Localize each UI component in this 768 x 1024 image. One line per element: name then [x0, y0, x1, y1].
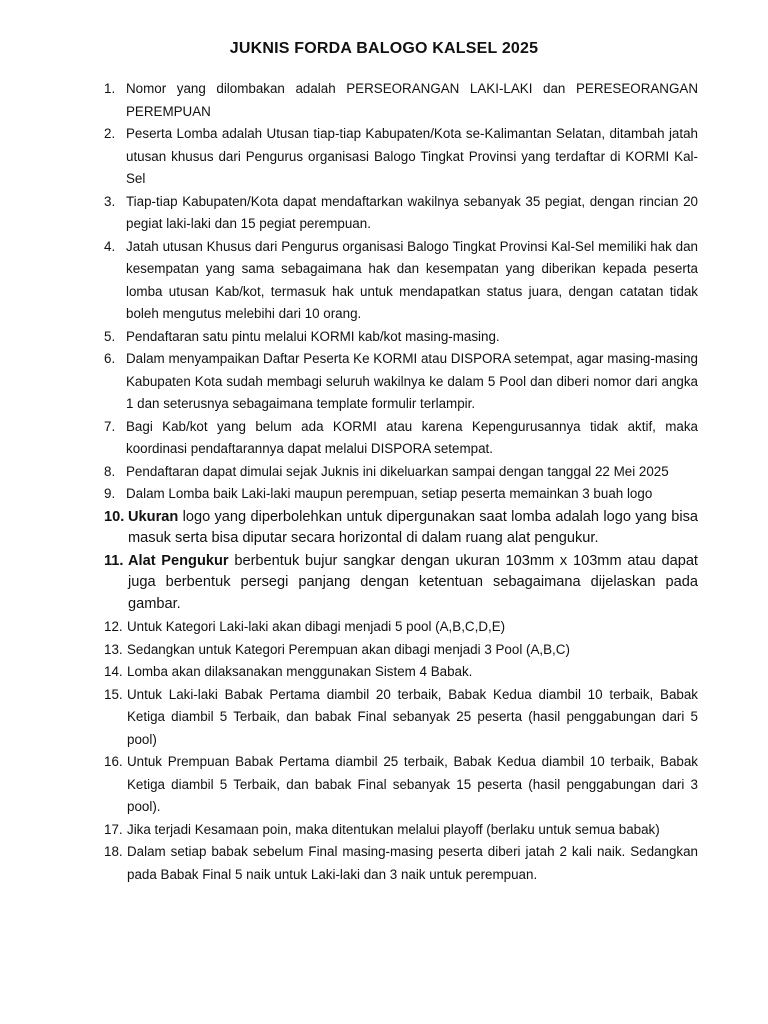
item-lead: Alat Pengukur — [128, 552, 229, 569]
item-number: 8. — [104, 463, 116, 479]
item-number: 11. — [104, 552, 124, 569]
item-number: 5. — [104, 328, 116, 344]
item-number: 18. — [104, 844, 123, 859]
list-item — [104, 551, 698, 616]
list-item — [104, 751, 698, 819]
item-number: 15. — [104, 686, 123, 702]
list-item — [104, 326, 698, 349]
item-number: 2. — [104, 126, 116, 141]
item-number: 6. — [104, 351, 116, 366]
list-item — [104, 348, 698, 416]
list-item — [104, 661, 698, 684]
item-text: Jatah utusan Khusus dari Pengurus organisasi Balogo Tingkat Provinsi Kal-Sel memiliki hak dan kesempatan yang sama sebagaimana hak dan kesempatan yang diberikan kepada peserta lomba utusan Kab/kot, termasuk hak untuk mendapatkan status juara, dengan catatan tidak boleh mengutus melebihi dari 10 orang. — [126, 238, 698, 321]
item-number: 4. — [104, 238, 116, 254]
item-text: Nomor yang dilombakan adalah PERSEORANGAN LAKI-LAKI dan PERESEORANGAN PEREMPUAN — [126, 81, 698, 119]
list-item — [104, 123, 698, 191]
item-number: 12. — [104, 619, 123, 634]
item-text: Sedangkan untuk Kategori Perempuan akan dibagi menjadi 3 Pool (A,B,C) — [127, 641, 570, 657]
list-item — [104, 78, 698, 123]
list-item — [104, 416, 698, 461]
item-text: Dalam Lomba baik Laki-laki maupun perempuan, setiap peserta memainkan 3 buah logo — [126, 486, 653, 501]
item-number: 14. — [104, 664, 123, 679]
item-text: Untuk Prempuan Babak Pertama diambil 25 terbaik, Babak Kedua diambil 10 terbaik, Babak Ketiga diambil 5 Terbaik, dan babak Final sebanyak 15 peserta (hasil penggabungan dari 3 pool). — [127, 754, 698, 814]
item-number: 17. — [104, 821, 123, 837]
rules-list — [104, 78, 698, 886]
list-item — [104, 616, 698, 639]
item-text: Peserta Lomba adalah Utusan tiap-tiap Kabupaten/Kota se-Kalimantan Selatan, ditambah jatah utusan khusus dari Pengurus organisasi Balogo Tingkat Provinsi yang terdaftar di KORMI Kal-Sel — [126, 126, 698, 186]
item-number: 7. — [104, 418, 116, 434]
item-text: Untuk Laki-laki Babak Pertama diambil 20 terbaik, Babak Kedua diambil 10 terbaik, Babak Ketiga diambil 5 Terbaik, dan babak Final sebanyak 25 peserta (hasil penggabungan dari 5 pool) — [127, 686, 698, 747]
list-item — [104, 841, 698, 886]
item-text: berbentuk bujur sangkar dengan ukuran 103mm x 103mm atau dapat juga berbentuk persegi panjang dengan ketentuan sebagaimana dijelaskan pada gambar. — [128, 552, 698, 612]
item-text: Dalam setiap babak sebelum Final masing-masing peserta diberi jatah 2 kali naik. Sedangkan pada Babak Final 5 naik untuk Laki-laki dan 3 naik untuk perempuan. — [127, 844, 698, 882]
list-item — [104, 191, 698, 236]
item-number: 10. — [104, 508, 125, 525]
item-text: Pendaftaran dapat dimulai sejak Juknis ini dikeluarkan sampai dengan tanggal 22 Mei 2025 — [126, 463, 669, 479]
item-text: Pendaftaran satu pintu melalui KORMI kab/kot masing-masing. — [126, 328, 500, 344]
list-item — [104, 483, 698, 506]
list-item — [104, 236, 698, 326]
list-item — [104, 639, 698, 662]
item-text: Tiap-tiap Kabupaten/Kota dapat mendaftarkan wakilnya sebanyak 35 pegiat, dengan rincian 20 pegiat laki-laki dan 15 pegiat perempuan. — [126, 193, 698, 231]
item-number: 9. — [104, 486, 116, 501]
item-number: 13. — [104, 641, 123, 657]
item-text: Lomba akan dilaksanakan menggunakan Sistem 4 Babak. — [127, 664, 473, 679]
item-lead: Ukuran — [128, 508, 179, 525]
item-text: Dalam menyampaikan Daftar Peserta Ke KORMI atau DISPORA setempat, agar masing-masing Kabupaten Kota sudah membagi seluruh wakilnya ke dalam 5 Pool dan diberi nomor dari angka 1 dan seterusnya sebagaimana template formulir terlampir. — [126, 351, 698, 411]
item-text: Jika terjadi Kesamaan poin, maka ditentukan melalui playoff (berlaku untuk semua babak) — [127, 821, 660, 837]
list-item — [104, 461, 698, 484]
item-text: logo yang diperbolehkan untuk dipergunakan saat lomba adalah logo yang bisa masuk serta bisa diputar secara horizontal di dalam ruang alat pengukur. — [128, 508, 698, 546]
list-item — [104, 507, 698, 550]
list-item — [104, 819, 698, 842]
item-text: Bagi Kab/kot yang belum ada KORMI atau karena Kepengurusannya tidak aktif, maka koordinasi pendaftarannya dapat melalui DISPORA setempat. — [126, 418, 698, 456]
item-number: 3. — [104, 193, 116, 209]
item-number: 1. — [104, 81, 116, 96]
list-item — [104, 684, 698, 752]
item-text: Untuk Kategori Laki-laki akan dibagi menjadi 5 pool (A,B,C,D,E) — [127, 619, 506, 634]
document-title: JUKNIS FORDA BALOGO KALSEL 2025 — [229, 40, 539, 57]
item-number: 16. — [104, 754, 123, 769]
